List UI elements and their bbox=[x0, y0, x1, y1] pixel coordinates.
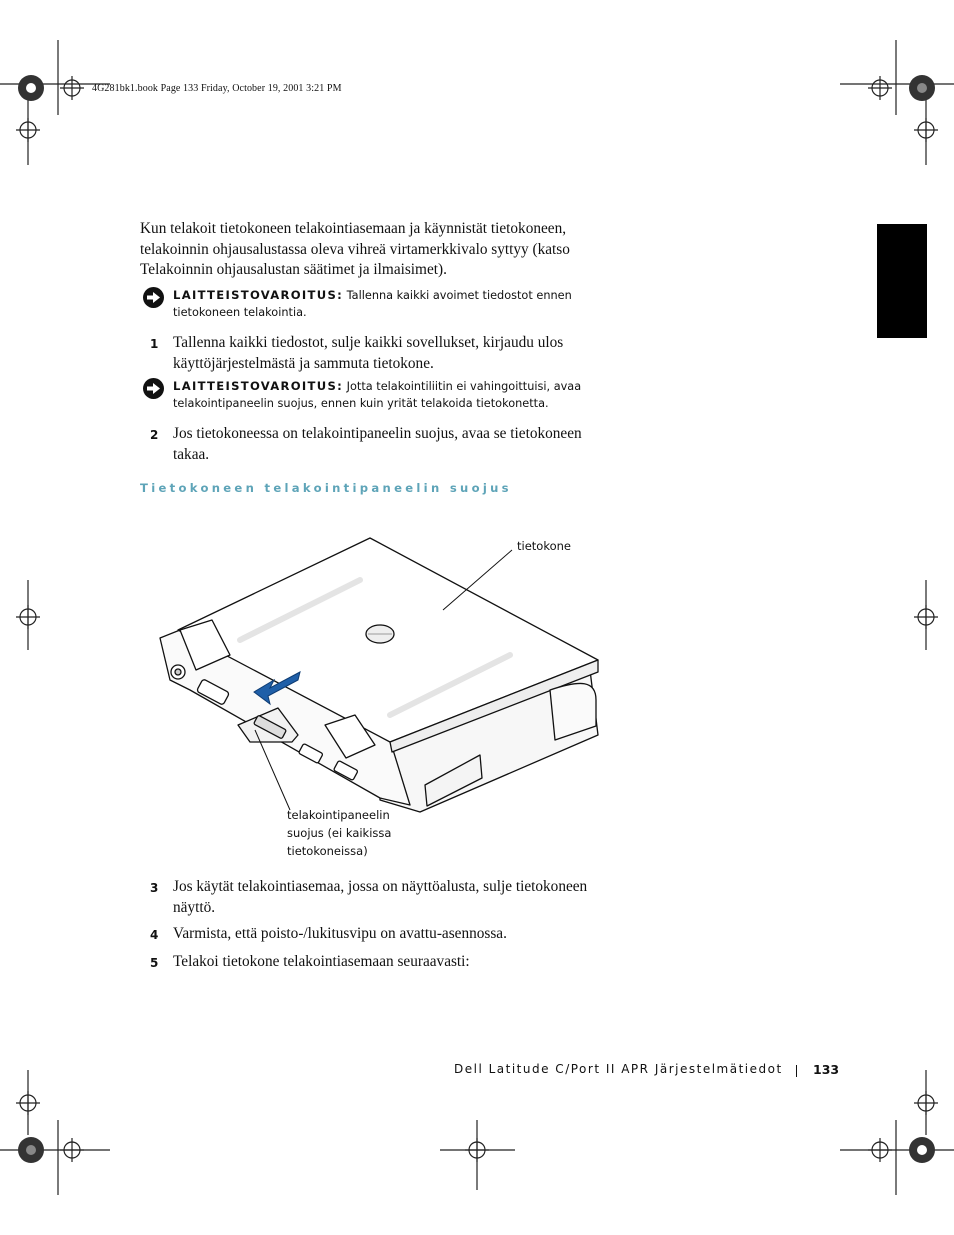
step-text: Telakoi tietokone telakointiasemaan seuraavasti: bbox=[173, 953, 470, 970]
step-number: 1 bbox=[150, 337, 159, 351]
step-number: 5 bbox=[150, 956, 159, 970]
callout-docking-cover bbox=[287, 806, 391, 860]
arrow-notice-icon bbox=[143, 378, 164, 399]
figure-caption: Tietokoneen telakointipaneelin suojus bbox=[140, 481, 512, 495]
step-text: Jos käytät telakointiasemaa, jossa on näyttöalusta, sulje tietokoneen näyttö. bbox=[173, 878, 588, 916]
book-info-header: 4G281bk1.book Page 133 Friday, October 19, 2001 3:21 PM bbox=[92, 83, 342, 94]
step-text: Varmista, että poisto-/lukitusvipu on avattu-asennossa. bbox=[173, 925, 507, 942]
warning-label: LAITTEISTOVAROITUS: bbox=[173, 288, 344, 302]
thumb-tab bbox=[877, 224, 927, 338]
warning-text: Tallenna kaikki avoimet tiedostot ennen tietokoneen telakointia. bbox=[173, 289, 572, 319]
step-1 bbox=[140, 333, 610, 374]
step-number: 3 bbox=[150, 881, 159, 895]
warning-label: LAITTEISTOVAROITUS: bbox=[173, 379, 344, 393]
step-5 bbox=[140, 952, 610, 973]
callout-line: tietokoneissa) bbox=[287, 844, 368, 858]
step-2 bbox=[140, 424, 610, 465]
callout-line: telakointipaneelin bbox=[287, 808, 390, 822]
step-number: 4 bbox=[150, 928, 159, 942]
step-3 bbox=[140, 877, 610, 918]
page-number: 133 bbox=[813, 1062, 840, 1077]
intro-paragraph: Kun telakoit tietokoneen telakointiasemaan ja käynnistät tietokoneen, telakoinnin ohjausalustassa oleva vihreä virtamerkkivalo syttyy (katso Telakoinnin ohjausalustan säätimet ja ilmaisimet). bbox=[140, 220, 570, 278]
callout-computer: tietokone bbox=[517, 539, 571, 553]
arrow-notice-icon bbox=[143, 287, 164, 308]
step-text: Jos tietokoneessa on telakointipaneelin suojus, avaa se tietokoneen takaa. bbox=[173, 425, 582, 463]
hardware-warning-1 bbox=[143, 287, 613, 321]
step-text: Tallenna kaikki tiedostot, sulje kaikki sovellukset, kirjaudu ulos käyttöjärjestelmästä ja sammuta tietokone. bbox=[173, 334, 564, 372]
footer-title: Dell Latitude C/Port II APR Järjestelmätiedot bbox=[454, 1062, 783, 1076]
warning-text: Jotta telakointiliitin ei vahingoittuisi, avaa telakointipaneelin suojus, ennen kuin yrität telakoida tietokonetta. bbox=[173, 380, 582, 410]
callout-line: suojus (ei kaikissa bbox=[287, 826, 392, 840]
step-4 bbox=[140, 924, 610, 945]
laptop-illustration bbox=[150, 530, 620, 820]
hardware-warning-2 bbox=[143, 378, 613, 412]
footer-divider bbox=[796, 1065, 797, 1077]
step-number: 2 bbox=[150, 428, 159, 442]
